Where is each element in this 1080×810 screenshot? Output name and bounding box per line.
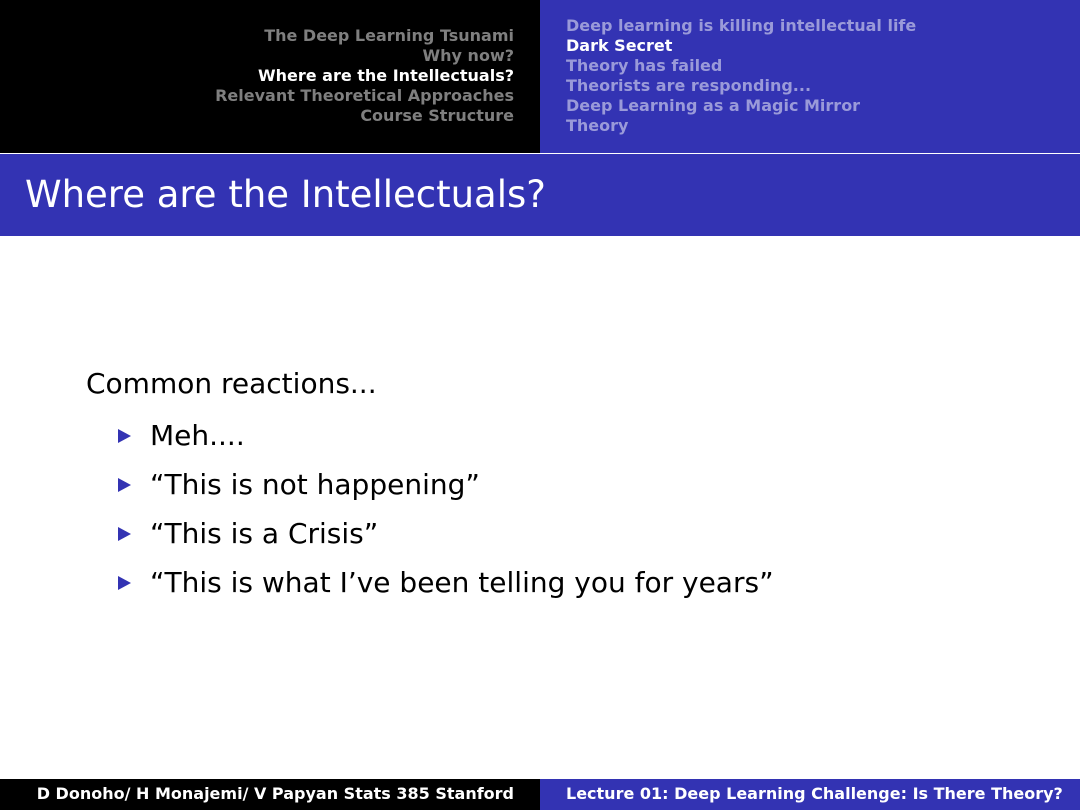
slide-footer xyxy=(0,779,1080,810)
footer-lecture-title: Lecture 01: Deep Learning Challenge: Is There Theory? xyxy=(566,784,1063,803)
list-item xyxy=(86,558,986,607)
bullet-text: “This is what I’ve been telling you for years” xyxy=(150,566,774,599)
section-link-where-are-intellectuals[interactable]: Where are the Intellectuals? xyxy=(257,66,514,85)
subsection-link-killing-intellectual-life[interactable]: Deep learning is killing intellectual life xyxy=(566,16,917,35)
footer-lecture-panel xyxy=(540,779,1080,810)
subsection-link-theorists-responding[interactable]: Theorists are responding... xyxy=(566,76,812,95)
triangle-bullet-icon xyxy=(118,576,131,590)
bullet-text: “This is not happening” xyxy=(150,468,480,501)
section-link-why-now[interactable]: Why now? xyxy=(422,46,514,65)
subsection-link-magic-mirror[interactable]: Deep Learning as a Magic Mirror xyxy=(566,96,861,115)
footer-authors: D Donoho/ H Monajemi/ V Papyan Stats 385 Stanford xyxy=(36,784,514,803)
triangle-bullet-icon xyxy=(118,429,131,443)
section-link-relevant-theoretical-approaches[interactable]: Relevant Theoretical Approaches xyxy=(215,86,514,105)
slide-content xyxy=(86,362,986,607)
subsection-nav xyxy=(566,16,916,136)
intro-text: Common reactions... xyxy=(86,367,377,400)
subsection-link-dark-secret[interactable]: Dark Secret xyxy=(566,36,673,55)
list-item xyxy=(86,460,986,509)
frame-title-bar xyxy=(0,154,1080,236)
bullet-list xyxy=(86,411,986,607)
footer-authors-panel xyxy=(0,779,540,810)
bullet-text: “This is a Crisis” xyxy=(150,517,379,550)
bullet-text: Meh.... xyxy=(150,419,245,452)
section-nav-panel xyxy=(0,0,540,153)
subsection-link-theory[interactable]: Theory xyxy=(566,116,629,135)
triangle-bullet-icon xyxy=(118,527,131,541)
list-item xyxy=(86,411,986,460)
frame-title: Where are the Intellectuals? xyxy=(25,173,546,216)
triangle-bullet-icon xyxy=(118,478,131,492)
section-link-deep-learning-tsunami[interactable]: The Deep Learning Tsunami xyxy=(264,26,514,45)
slide-header xyxy=(0,0,1080,153)
list-item xyxy=(86,509,986,558)
section-nav xyxy=(215,26,514,126)
subsection-nav-panel xyxy=(540,0,1080,153)
subsection-link-theory-has-failed[interactable]: Theory has failed xyxy=(566,56,723,75)
section-link-course-structure[interactable]: Course Structure xyxy=(360,106,514,125)
